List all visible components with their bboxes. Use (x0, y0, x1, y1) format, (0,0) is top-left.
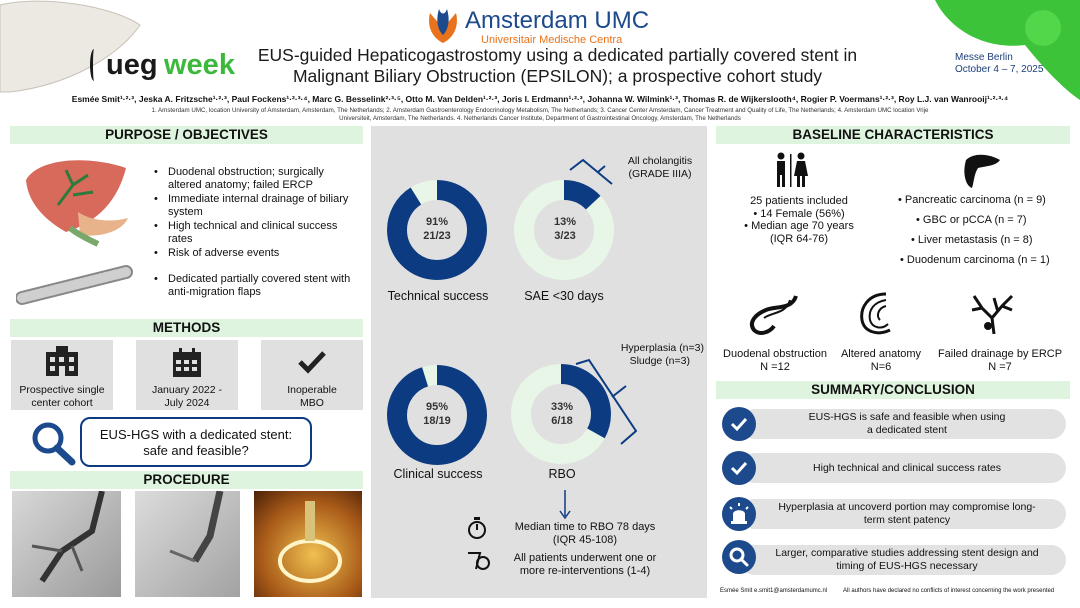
alarm-icon (722, 497, 756, 531)
technical-success-label: Technical success (387, 289, 489, 303)
conference-info (955, 52, 1073, 76)
reint-line: All patients underwent one or (513, 552, 657, 564)
contact-info: Esmée Smit e.smit1@amsterdamumc.nl (720, 588, 828, 594)
stopwatch-icon (466, 516, 488, 540)
purpose-heading: PURPOSE / OBJECTIVES (10, 126, 363, 144)
clinical-success-label: Clinical success (393, 467, 483, 481)
title-line-2: Malignant Biliary Obstruction (EPSILON); a prospective cohort study (292, 66, 823, 86)
method-label: January 2022 - July 2024 (151, 384, 223, 409)
logo-main-text: Amsterdam UMC (465, 7, 650, 34)
method-box-inclusion (261, 340, 363, 410)
title-line-1: EUS-guided Hepaticogastrostomy using a dedicated partially covered stent in (257, 45, 858, 65)
checkmark-icon (297, 350, 327, 374)
fluoroscopy-image-1 (12, 491, 121, 597)
ueg-text: ueg (106, 49, 158, 81)
stent-bullet-text: • Dedicated partially covered stent with anti-migration flaps (154, 273, 359, 298)
conference-location: Messe Berlin (955, 52, 1013, 63)
fraction: 3/23 (554, 230, 576, 242)
diagnosis-item: • GBC or pCCA (n = 7) (916, 214, 1027, 226)
age-row: • Median age 70 years (744, 220, 854, 232)
summary-text: timing of EUS-HGS necessary (836, 560, 978, 572)
affiliation-line-2: Universiteit, Amsterdam, The Netherlands. 4. Netherlands Cancer Institute, Department of Gastrointestinal Oncology, Amsterdam, The Netherlands (339, 115, 741, 122)
check-circle-icon (722, 407, 756, 441)
sae-note (615, 155, 705, 180)
biliary-tree-icon (968, 288, 1018, 336)
donut-label-technical (407, 215, 467, 243)
diagnosis-text: Pancreatic carcinoma (n = 9) (904, 194, 1046, 206)
method-label: Inoperable MBO (287, 384, 337, 409)
amsterdam-umc-logo (425, 5, 660, 47)
duodenum-icon (744, 292, 804, 338)
indication-duodenal (716, 348, 834, 373)
donut-label-sae (535, 215, 595, 243)
endoscopy-image (254, 491, 362, 597)
age-iqr: (IQR 64-76) (769, 232, 829, 245)
summary-text: EUS-HGS is safe and feasible when using (808, 411, 1006, 423)
male-female-icon (772, 152, 810, 188)
patient-summary (716, 195, 882, 245)
pct: 13% (553, 216, 577, 228)
hospital-icon (44, 346, 80, 378)
methods-heading: METHODS (10, 319, 363, 337)
diagnosis-item: • Liver metastasis (n = 8) (911, 234, 1033, 246)
stent-bullet (154, 273, 359, 300)
donut-label-rbo (532, 400, 592, 428)
search-circle-icon (722, 540, 756, 574)
fraction: 21/23 (423, 230, 451, 242)
method-label: Prospective single center cohort (19, 384, 105, 409)
conference-date: October 4 – 7, 2025 (955, 64, 1044, 75)
fraction: 6/18 (551, 415, 573, 427)
indication-label: Altered anatomy (840, 348, 922, 360)
rbo-note-line: Hyperplasia (n=3) (620, 342, 704, 354)
research-question-box: EUS-HGS with a dedicated stent: safe and feasible? (80, 417, 312, 467)
sae-note-line: All cholangitis (627, 155, 693, 167)
indication-altered (832, 348, 930, 373)
indication-count: N =12 (760, 360, 790, 373)
magnifier-icon (30, 420, 78, 466)
author-list: Esmée Smit¹·²·³, Jeska A. Fritzsche¹·²·³, Paul Fockens¹·²·³·⁴, Marc G. Besselink²·³·⁵, Otto M. Van Delden¹·²·³, Joris I. Erdmann¹·²·³, Johanna W. Wilmink¹·³, Thomas R. de Wijkerslooth⁴, Rogier P. Voermans¹·²·³, Roy L.J. van Wanrooij¹·²·³·⁴ (71, 94, 1009, 104)
fluoroscopy-image-2 (135, 491, 240, 597)
pct: 33% (550, 401, 574, 413)
rbo-note (612, 342, 704, 367)
summary-text: term stent patency (863, 514, 951, 526)
indication-label: Duodenal obstruction (723, 348, 827, 360)
reintervention (500, 552, 670, 578)
purpose-bullets (154, 166, 359, 262)
pct: 91% (425, 216, 449, 228)
down-arrow (560, 490, 570, 518)
summary-item-success (740, 453, 1066, 483)
summary-text: a dedicated stent (867, 424, 947, 436)
diagnosis-list (898, 194, 1070, 267)
method-box-period (136, 340, 238, 410)
indication-label: Failed drainage by ERCP (937, 348, 1063, 360)
indication-ercp (930, 348, 1070, 373)
reint-line: more re-interventions (1-4) (519, 565, 651, 577)
baseline-heading: BASELINE CHARACTERISTICS (716, 126, 1070, 144)
patients-included: 25 patients included (750, 195, 848, 207)
stent-image (16, 262, 136, 306)
sae-note-line: (GRADE IIIA) (628, 167, 692, 180)
pct: 95% (425, 401, 449, 413)
summary-item-safe (740, 409, 1066, 439)
logo-sub-text: Universitair Medische Centra (481, 34, 623, 46)
affiliations (60, 107, 1020, 123)
tulip-icon (425, 7, 461, 45)
diagnosis-text: GBC or pCCA (n = 7) (922, 214, 1027, 226)
ueg-arc-icon (90, 49, 98, 81)
purpose-bullet: • Risk of adverse events (154, 247, 359, 260)
median-age: Median age 70 years (751, 220, 854, 232)
rbo-label: RBO (548, 467, 576, 481)
indication-count: N =7 (988, 360, 1012, 373)
sae-bracket (570, 160, 612, 184)
summary-heading: SUMMARY/CONCLUSION (716, 381, 1070, 399)
summary-item-hyperplasia (740, 499, 1066, 529)
diagnosis-text: Liver metastasis (n = 8) (917, 234, 1033, 246)
disclosure-note: All authors have declared no conflicts of interest concerning the work presented (843, 588, 1055, 594)
poster-title (230, 45, 885, 87)
rbo-time-line: (IQR 45-108) (552, 534, 618, 546)
summary-text: Larger, comparative studies addressing stent design and (775, 547, 1039, 559)
fraction: 18/19 (423, 415, 451, 427)
diagnosis-text: Duodenum carcinoma (n = 1) (906, 254, 1050, 266)
female-count: 14 Female (56%) (760, 207, 845, 220)
summary-item-studies (740, 545, 1066, 575)
diagnosis-item: • Pancreatic carcinoma (n = 9) (898, 194, 1046, 206)
rbo-note-line: Sludge (n=3) (629, 354, 690, 367)
check-circle-icon (722, 451, 756, 485)
ueg-week-logo (84, 46, 244, 86)
procedure-heading: PROCEDURE (10, 471, 363, 489)
calendar-icon (172, 348, 202, 378)
rbo-time-line: Median time to RBO 78 days (514, 521, 656, 533)
method-box-cohort (11, 340, 113, 410)
summary-text: High technical and clinical success rates (813, 461, 1001, 474)
indication-count: N=6 (870, 360, 892, 373)
endoscope-icon (466, 549, 492, 573)
summary-text: Hyperplasia at uncoverd portion may compromise long- (778, 501, 1036, 513)
purpose-bullet: • High technical and clinical success rates (154, 220, 359, 245)
purpose-bullet: • Immediate internal drainage of biliary system (154, 193, 359, 218)
week-text: week (164, 49, 235, 81)
affiliation-line-1: 1. Amsterdam UMC, location University of Amsterdam, Amsterdam, The Netherlands; 2. Amsterdam Gastroenterology Endocrinology Metabolism, The Netherlands; 3. Cancer Center Amsterdam, Cancer Treatment and Quality of Life, The Netherlands; 4. Amsterdam UMC location Vrije (151, 107, 929, 114)
sae-label: SAE <30 days (524, 289, 604, 303)
rbo-time (500, 521, 670, 547)
purpose-bullet: • Duodenal obstruction; surgically altered anatomy; failed ERCP (154, 166, 359, 191)
donut-label-clinical (407, 400, 467, 428)
female-row: • 14 Female (56%) (753, 207, 845, 220)
liver-anatomy-image (18, 150, 133, 248)
pancreas-icon (960, 150, 1006, 192)
diagnosis-item: • Duodenum carcinoma (n = 1) (900, 254, 1050, 266)
altered-anatomy-icon (856, 290, 908, 338)
